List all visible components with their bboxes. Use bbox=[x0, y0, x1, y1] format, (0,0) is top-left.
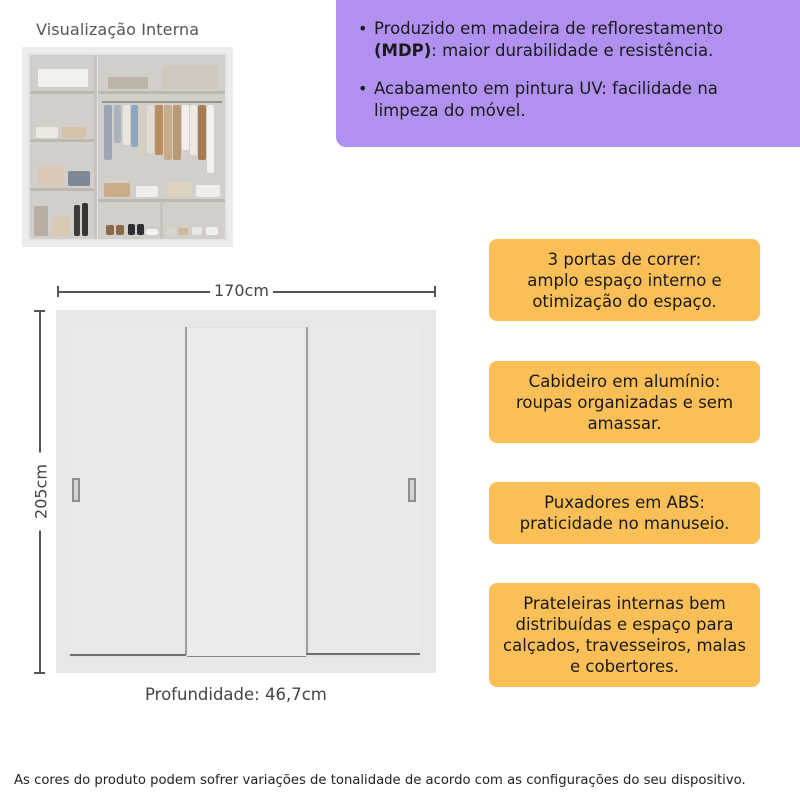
material-features-list bbox=[358, 18, 780, 122]
bullet-icon: • bbox=[358, 19, 368, 38]
interior-view-image bbox=[22, 47, 233, 247]
width-dimension-cap-right bbox=[434, 286, 436, 297]
depth-dimension-label: Profundidade: 46,7cm bbox=[145, 685, 327, 704]
height-dimension-label: 205cm bbox=[32, 453, 51, 531]
feature-card-internal-shelves: Prateleiras internas bem distribuídas e espaço para calçados, travesseiros, malas e cobertores. bbox=[489, 583, 760, 687]
door-edge bbox=[306, 327, 308, 655]
feature-card-sliding-doors: 3 portas de correr: amplo espaço interno e otimização do espaço. bbox=[489, 239, 760, 321]
feature-bullet-uv-paint: • Acabamento em pintura UV: facilidade na limpeza do móvel. bbox=[358, 79, 718, 120]
bullet-icon: • bbox=[358, 79, 368, 98]
width-dimension-cap-left bbox=[57, 286, 59, 297]
sliding-door-left bbox=[70, 327, 186, 655]
width-dimension-label: 170cm bbox=[210, 281, 273, 300]
bottom-rail-middle bbox=[187, 656, 306, 657]
sliding-door-right bbox=[306, 327, 420, 655]
color-disclaimer: As cores do produto podem sofrer variações de tonalidade de acordo com as configurações do seu dispositivo. bbox=[14, 773, 746, 788]
material-features-panel bbox=[336, 0, 800, 147]
mdp-bold-text: (MDP) bbox=[374, 41, 432, 60]
wardrobe-front-image bbox=[56, 310, 436, 673]
feature-card-aluminum-rail: Cabideiro em alumínio: roupas organizadas e sem amassar. bbox=[489, 361, 760, 443]
bottom-rail-left bbox=[70, 654, 186, 656]
feature-card-abs-handles: Puxadores em ABS: praticidade no manuseio. bbox=[489, 482, 760, 544]
sliding-door-middle bbox=[187, 328, 306, 657]
height-dimension-cap-bottom bbox=[34, 672, 45, 674]
door-handle-left bbox=[72, 478, 80, 502]
height-dimension-cap-top bbox=[34, 310, 45, 312]
interior-view-title: Visualização Interna bbox=[36, 20, 200, 39]
door-handle-right bbox=[408, 478, 416, 502]
feature-bullet-mdp: • Produzido em madeira de reflorestamento (MDP): maior durabilidade e resistência. bbox=[358, 19, 724, 60]
bottom-rail-right bbox=[306, 653, 420, 655]
